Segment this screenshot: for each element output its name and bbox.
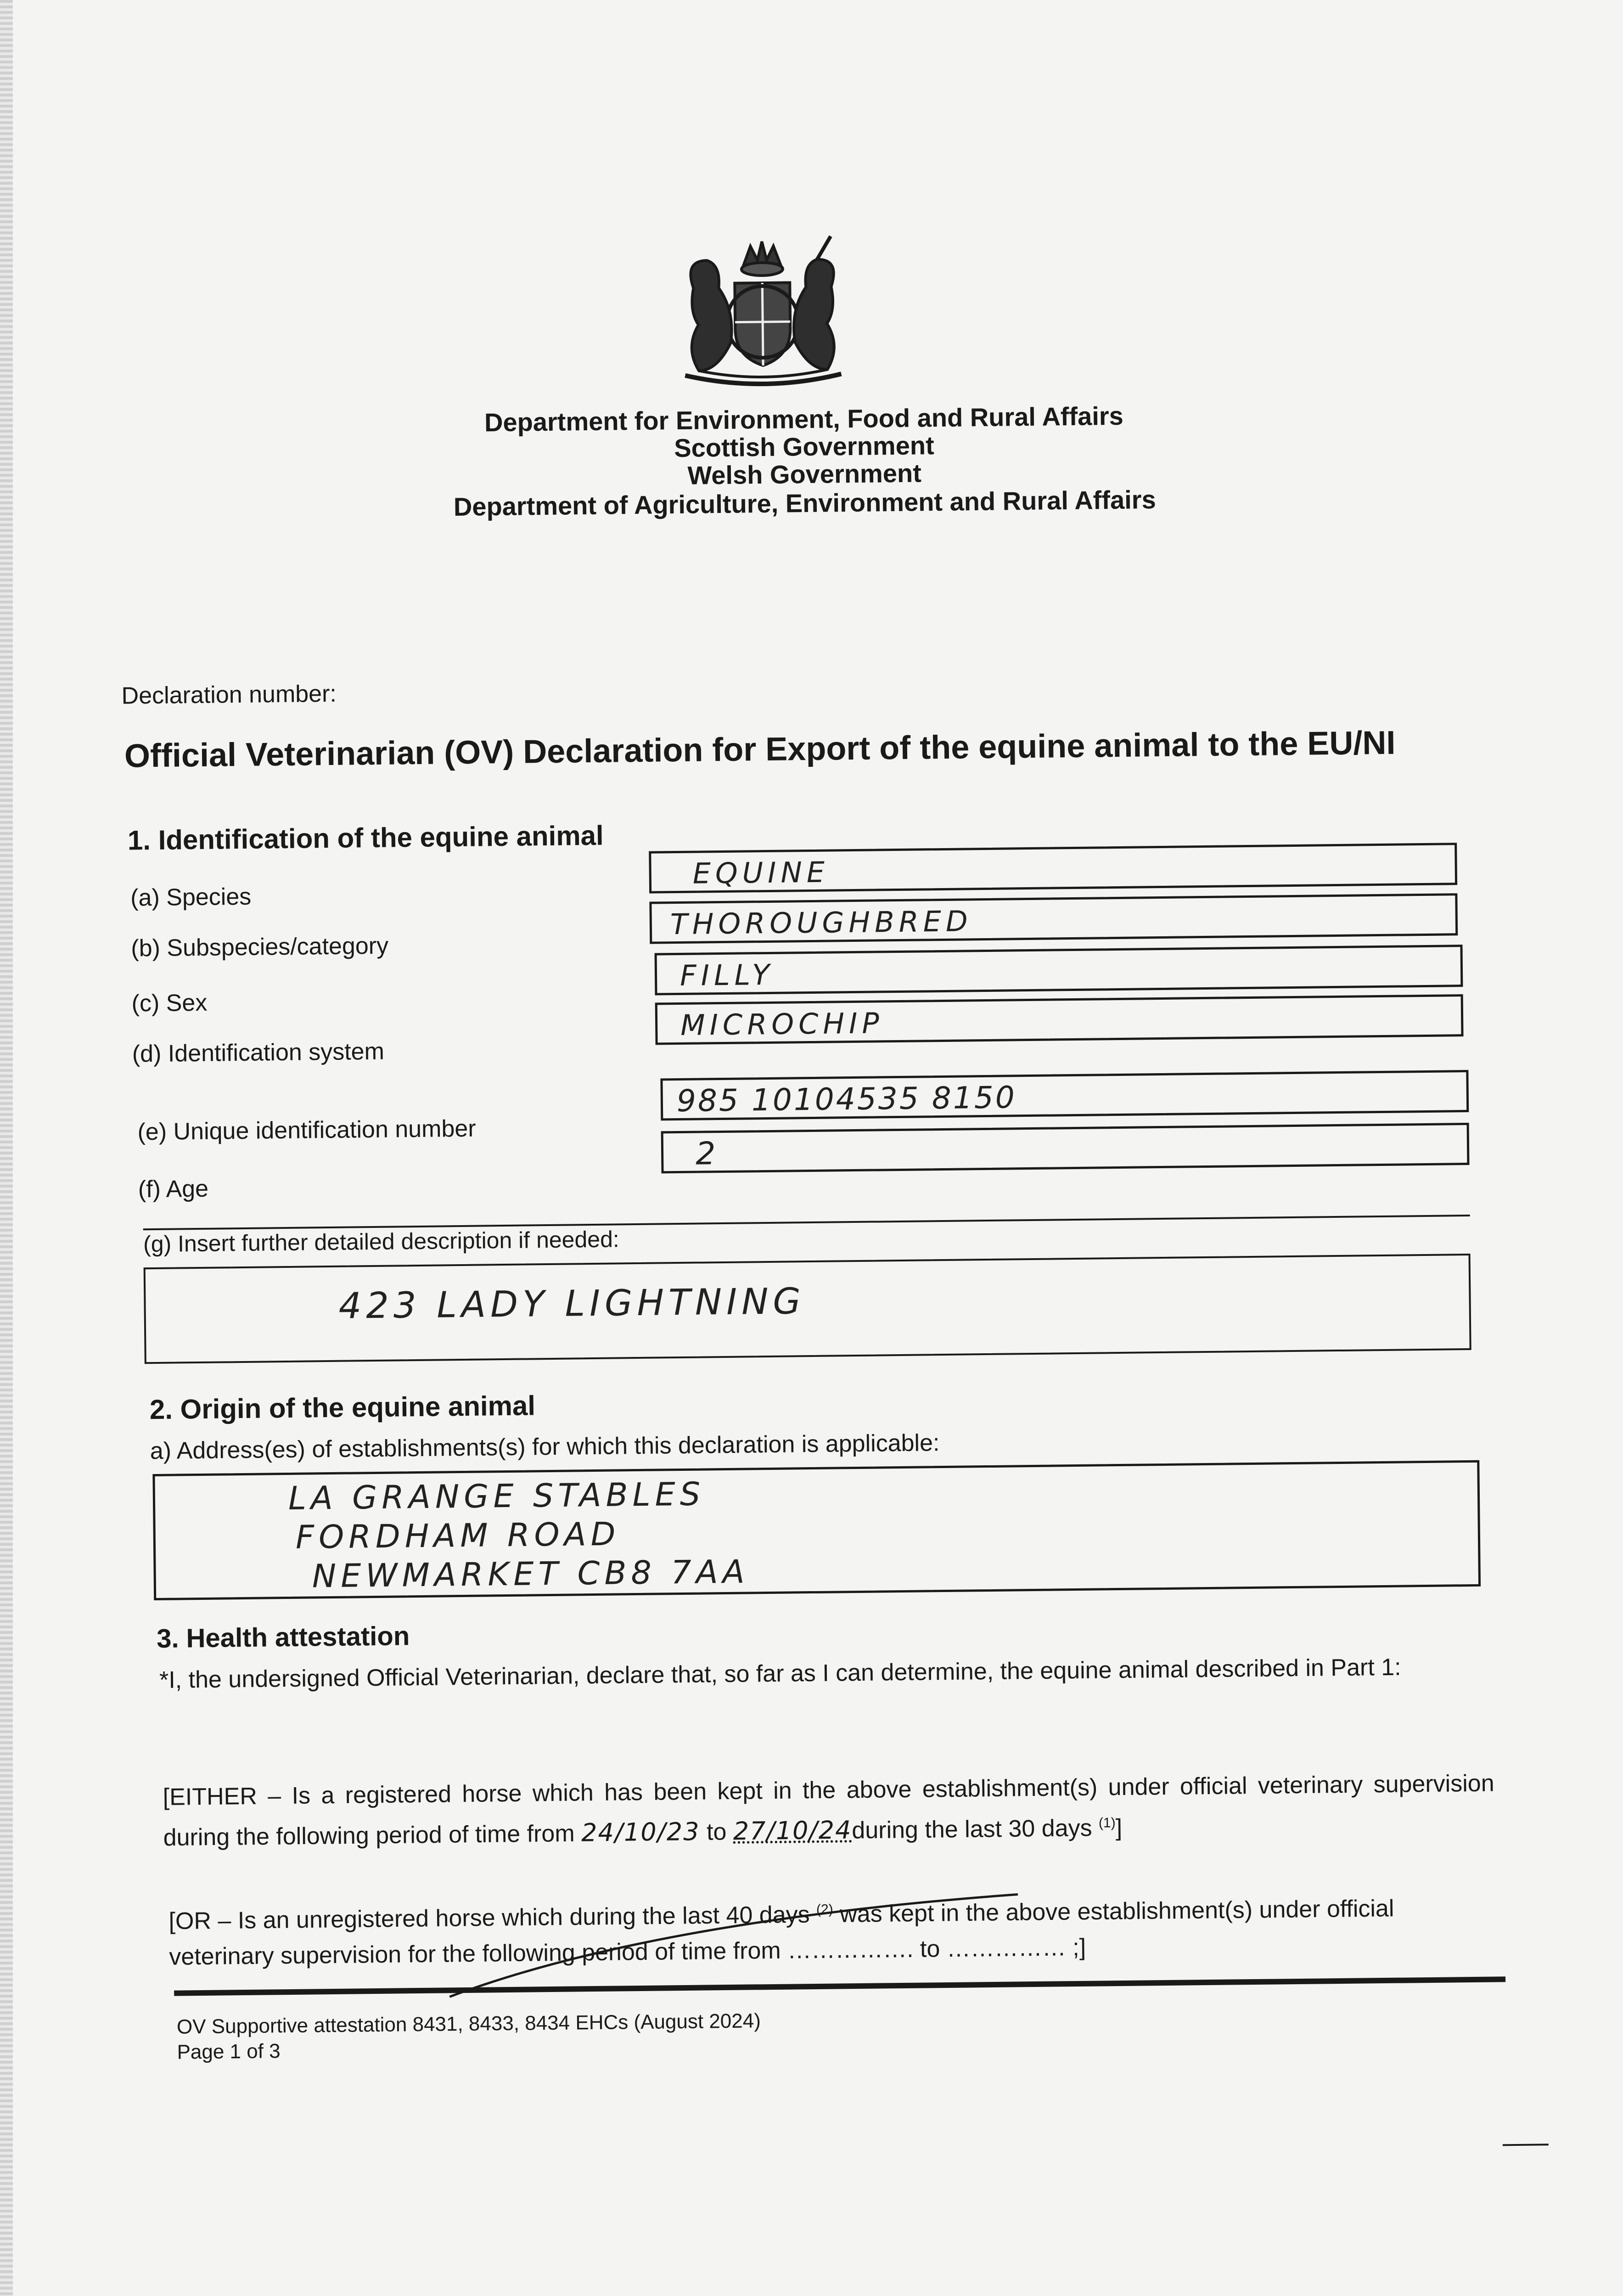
attestation-intro: *I, the undersigned Official Veterinarian, declare that, so far as I can determine, the equine animal described in Part 1:	[159, 1654, 1401, 1694]
page-title: Official Veterinarian (OV) Declaration for Export of the equine animal to the EU/NI	[124, 724, 1396, 775]
section3-heading: 3. Health attestation	[156, 1621, 410, 1654]
either-footnote: (1)	[1098, 1815, 1116, 1831]
or-part1: [OR – Is an unregistered horse which during the last 40 days	[168, 1901, 810, 1935]
margin-mark	[1503, 2144, 1549, 2146]
either-from-date: 24/10/23	[581, 1817, 700, 1847]
species-field[interactable]	[649, 843, 1457, 893]
declaration-number-label: Declaration number:	[121, 680, 337, 709]
address-label: a) Address(es) of establishments(s) for which this declaration is applicable:	[150, 1429, 940, 1465]
department-daera: Department of Agriculture, Environment and Rural Affairs	[453, 485, 1156, 522]
section2-heading: 2. Origin of the equine animal	[149, 1390, 536, 1425]
either-close: ]	[1115, 1814, 1123, 1841]
sex-field[interactable]	[655, 945, 1463, 995]
description-field[interactable]	[144, 1254, 1471, 1364]
address-field[interactable]	[152, 1460, 1481, 1600]
age-field[interactable]	[661, 1123, 1470, 1173]
description-label: (g) Insert further detailed description if needed:	[143, 1226, 620, 1257]
either-prefix: [EITHER – Is a registered horse which has been kept in the above establishment(s) under official veterinary supervision during the following period of time from	[163, 1770, 1494, 1851]
address-line-2: FORDHAM ROAD	[295, 1515, 620, 1556]
age-value: 2	[695, 1136, 720, 1172]
uin-field[interactable]	[660, 1070, 1469, 1120]
address-line-3: NEWMARKET CB8 7AA	[312, 1553, 749, 1595]
department-scottish-gov: Scottish Government	[674, 431, 934, 463]
uin-value: 985 10104535 8150	[676, 1080, 1017, 1119]
identification-system-label: (d) Identification system	[132, 1038, 385, 1068]
subspecies-value: THOROUGHBRED	[670, 904, 972, 941]
or-part2: was kept in the above establishment(s) under official veterinary supervision for the following period of time from ……………. to …………… ;]	[169, 1895, 1394, 1971]
sex-value: FILLY	[680, 957, 775, 992]
sex-label: (c) Sex	[131, 989, 208, 1017]
department-welsh-gov: Welsh Government	[687, 458, 922, 490]
species-value: EQUINE	[692, 855, 830, 890]
species-label: (a) Species	[130, 883, 252, 912]
identification-system-field[interactable]	[655, 994, 1464, 1045]
uin-label: (e) Unique identification number	[137, 1115, 476, 1146]
description-top-rule	[143, 1215, 1470, 1230]
section1-heading: 1. Identification of the equine animal	[127, 820, 604, 856]
subspecies-field[interactable]	[649, 893, 1458, 944]
identification-system-value: MICROCHIP	[680, 1006, 884, 1042]
department-defra: Department for Environment, Food and Rural Affairs	[484, 401, 1124, 437]
either-suffix: during the last 30 days	[852, 1815, 1092, 1844]
either-to-date: 27/10/24	[733, 1815, 852, 1846]
either-to-word: to	[706, 1818, 727, 1846]
or-footnote: (2)	[816, 1902, 833, 1917]
royal-crest-icon	[665, 231, 860, 389]
address-line-1: LA GRANGE STABLES	[288, 1475, 705, 1517]
age-label: (f) Age	[138, 1175, 209, 1203]
footer-attestation: OV Supportive attestation 8431, 8433, 8434 EHCs (August 2024)	[176, 2009, 761, 2038]
footer-page-number: Page 1 of 3	[177, 2040, 281, 2064]
description-value: 423 LADY LIGHTNING	[338, 1281, 806, 1327]
attestation-either	[163, 1766, 1495, 1856]
subspecies-label: (b) Subspecies/category	[131, 932, 389, 962]
